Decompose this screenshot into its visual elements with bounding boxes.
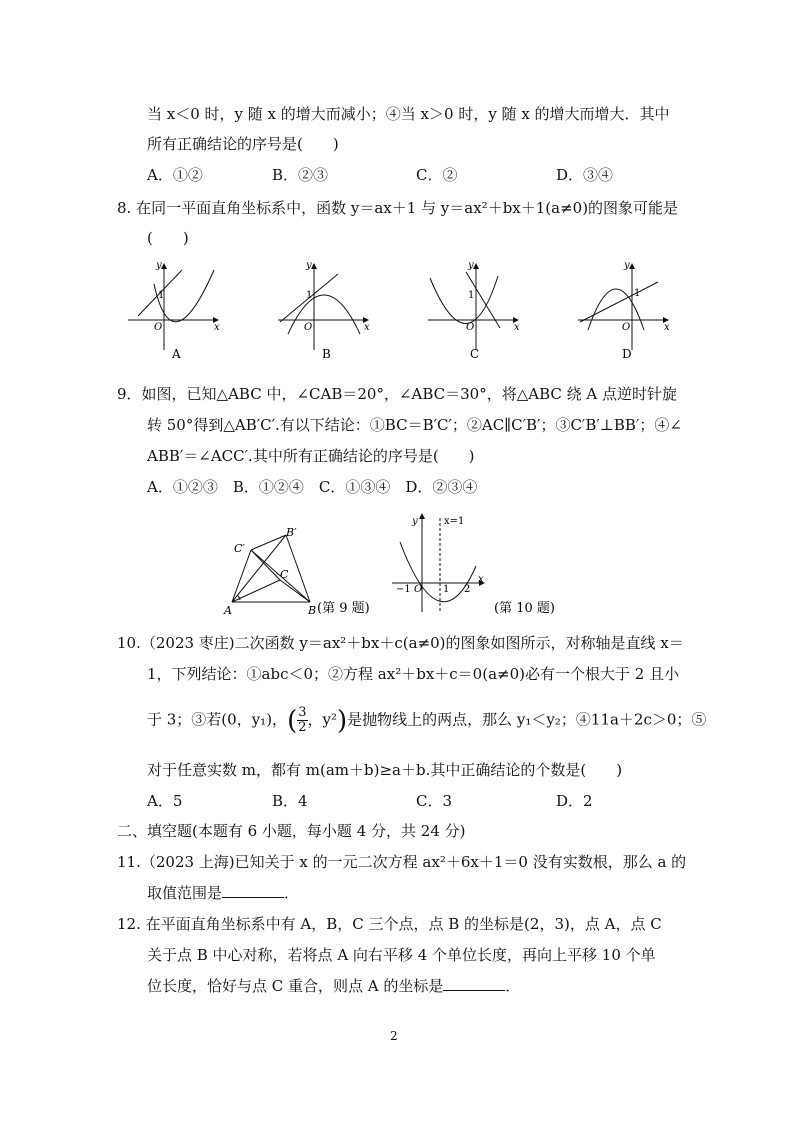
q12-line-1: 12. 在平面直角坐标系中有 A，B，C 三个点，点 B 的坐标是(2，3)，点 A，点 C [117, 915, 662, 933]
q10-line-2: 1，下列结论：①abc＜0；②方程 ax²＋bx＋c＝0(a≠0)必有一个根大于 2 且小 [147, 665, 680, 683]
q11-answer-blank[interactable] [222, 883, 284, 898]
parabola-graph [288, 295, 360, 334]
intercept-label: 1 [158, 290, 165, 301]
q8-line-2: ( ) [147, 229, 189, 247]
q10-option-b: B．4 [272, 792, 308, 810]
origin-label: O [622, 322, 631, 333]
vertex-b-prime-label: B′ [286, 526, 297, 539]
q11-line-1: 11.（2023 上海)已知关于 x 的一元二次方程 ax²＋6x＋1＝0 没有实数根，那么 a 的 [117, 853, 687, 871]
q9-figure [222, 522, 382, 620]
q9-figure-caption: (第 9 题) [317, 601, 370, 616]
graph-label: A [172, 347, 181, 361]
q11-line-2-end: ． [284, 884, 300, 902]
tick-label-neg1: −1 [396, 584, 411, 595]
origin-label: O [414, 584, 423, 595]
y-axis-label: y [412, 516, 418, 527]
q7-line-2: 所有正确结论的序号是( ) [147, 135, 339, 153]
y-axis-label: y [306, 260, 312, 271]
q10-line-3-start: 于 3；③若(0，y₁)， [147, 710, 288, 729]
x-axis-label: x [214, 322, 220, 333]
graph-label: B [322, 347, 331, 361]
q10-line-4: 对于任意实数 m，都有 m(am＋b)≥a＋b.其中正确结论的个数是( ) [147, 761, 623, 779]
intercept-label: 1 [306, 290, 313, 301]
fraction [297, 706, 307, 735]
q12-line-2: 关于点 B 中心对称，若将点 A 向右平移 4 个单位长度，再向上平移 10 个单 [147, 946, 656, 964]
section-2-heading: 二、填空题(本题有 6 小题，每小题 4 分，共 24 分) [117, 822, 466, 840]
q10-line-1: 10.（2023 枣庄)二次函数 y＝ax²＋bx＋c(a≠0)的图象如图所示，对称轴是直线 x＝ [117, 634, 684, 652]
line-graph [580, 282, 658, 322]
vertex-c-prime-label: C′ [234, 542, 245, 555]
vertex-c-label: C [280, 568, 289, 581]
q12-answer-blank[interactable] [443, 976, 505, 991]
q8-graph-c [426, 258, 526, 363]
origin-label: O [304, 322, 313, 333]
q10-option-c: C．3 [416, 792, 453, 810]
q11-line-2 [147, 883, 299, 903]
q12-line-3-text: 位长度，恰好与点 C 重合，则点 A 的坐标是 [147, 977, 444, 995]
x-axis-label: x [514, 322, 520, 333]
fraction-numerator: 3 [298, 705, 307, 720]
q10-figure-caption: (第 10 题) [494, 601, 555, 616]
x-axis-label: x [478, 574, 484, 585]
y-axis-label: y [468, 260, 474, 271]
origin-label: O [466, 322, 475, 333]
q7-option-b: B．②③ [272, 166, 329, 184]
intercept-label: 1 [634, 288, 641, 299]
close-paren: ) [337, 705, 348, 736]
q8-graph-d [576, 258, 676, 363]
symmetry-axis-label: x=1 [444, 516, 465, 527]
tick-label-1: 1 [443, 584, 450, 595]
q10-figure [392, 508, 572, 620]
q9-options: A．①②③ B．①②④ C．①③④ D．②③④ [147, 478, 478, 496]
y-axis-label: y [624, 260, 630, 271]
q7-option-c: C．② [416, 166, 458, 184]
q9-line-3: ABB′＝∠ACC′.其中所有正确结论的序号是( ) [147, 447, 475, 465]
fraction-denominator: 2 [298, 720, 307, 735]
parabola-graph [430, 276, 498, 324]
q11-line-2-text: 取值范围是 [147, 884, 223, 902]
graph-label: D [622, 347, 632, 361]
x-axis-label: x [364, 322, 370, 333]
x-axis-label: x [664, 322, 670, 333]
q8-line-1: 8. 在同一平面直角坐标系中，函数 y＝ax＋1 与 y＝ax²＋bx＋1(a≠0)的图象可能是 [117, 199, 679, 217]
origin-label: O [154, 322, 163, 333]
q10-line-3-mid: ，y² [307, 710, 337, 729]
q7-option-d: D．③④ [556, 166, 614, 184]
page-number: 2 [390, 1029, 398, 1043]
vertex-b-label: B [308, 604, 317, 617]
q10-line-3 [147, 706, 706, 735]
intercept-label: 1 [468, 290, 475, 301]
graph-label: C [470, 347, 480, 361]
q7-option-a: A．①② [147, 166, 203, 184]
q10-option-a: A．5 [147, 792, 183, 810]
q8-graph-a [126, 258, 226, 363]
q12-line-3 [147, 976, 520, 996]
q12-line-3-end: ． [505, 977, 521, 995]
q9-line-2: 转 50°得到△AB′C′.有以下结论：①BC＝B′C′；②AC∥C′B′；③C′B′⊥BB′；④∠ [147, 416, 682, 434]
q10-line-3-end: 是抛物线上的两点，那么 y₁＜y₂；④11a＋2c＞0；⑤ [347, 710, 707, 729]
q9-line-1: 9．如图，已知△ABC 中，∠CAB＝20°，∠ABC＝30°，将△ABC 绕 A 点逆时针旋 [117, 385, 677, 403]
q8-graph-b [276, 258, 376, 363]
tick-label-2: 2 [464, 584, 471, 595]
vertex-a-label: A [224, 604, 232, 617]
q10-option-d: D．2 [556, 792, 593, 810]
y-axis-label: y [156, 260, 162, 271]
open-paren: ( [287, 705, 298, 736]
q7-line-1: 当 x＜0 时，y 随 x 的增大而减小；④当 x＞0 时，y 随 x 的增大而增大．其中 [147, 105, 670, 123]
